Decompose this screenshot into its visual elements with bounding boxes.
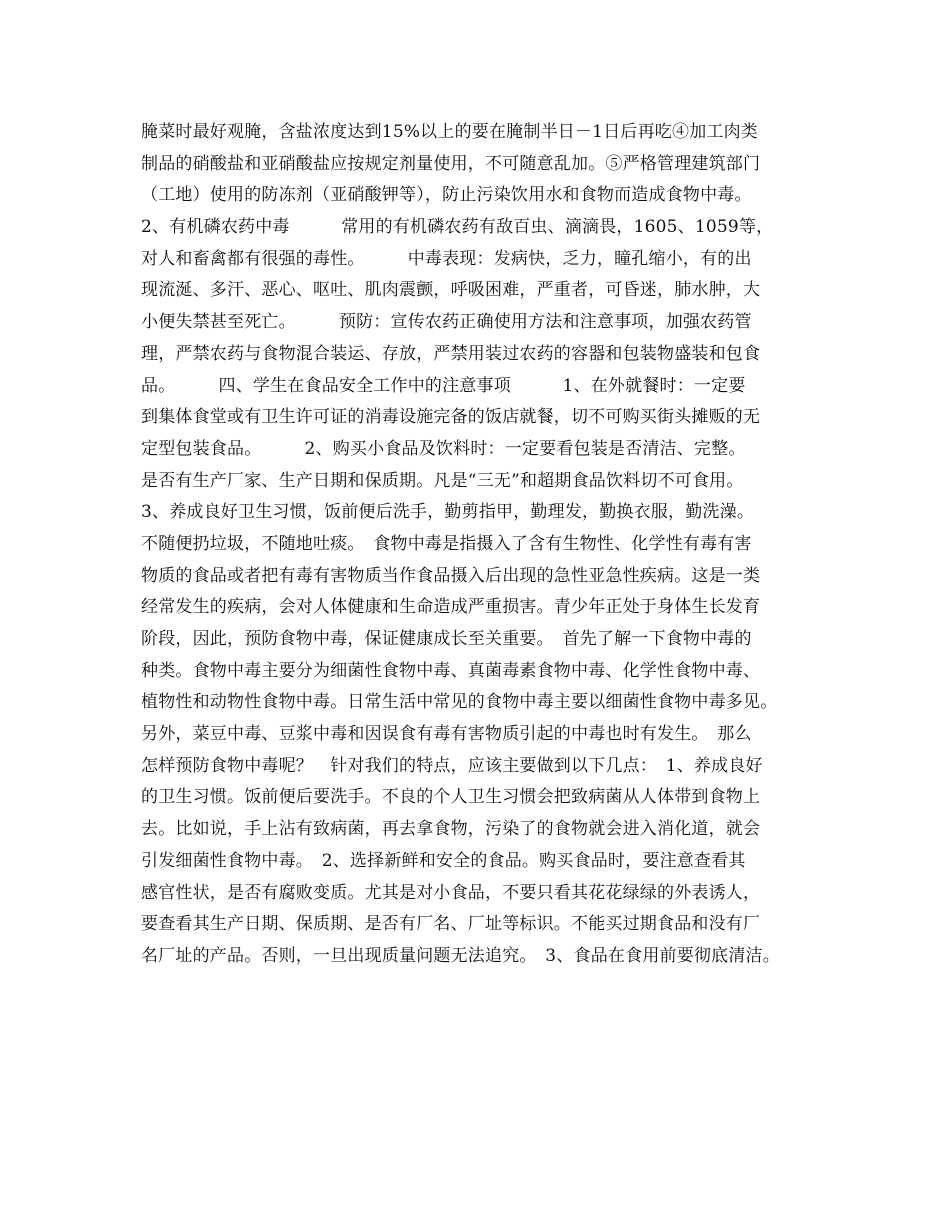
text-line: 植物性和动物性食物中毒。日常生活中常见的食物中毒主要以细菌性食物中毒多见。 (141, 692, 778, 713)
text-line: 去。比如说，手上沾有致病菌，再去拿食物，污染了的食物就会进入消化道，就会 (141, 819, 761, 840)
text-line: 种类。食物中毒主要分为细菌性食物中毒、真菌毒素食物中毒、化学性食物中毒、 (141, 660, 761, 681)
text-line: 另外，菜豆中毒、豆浆中毒和因误食有毒有害物质引起的中毒也时有发生。 那么 (141, 724, 752, 745)
text-line: 引发细菌性食物中毒。 2、选择新鲜和安全的食品。购买食品时，要注意查看其 (141, 850, 746, 871)
text-line: 3、养成良好卫生习惯，饭前便后洗手，勤剪指甲，勤理发，勤换衣服，勤洗澡。 (141, 502, 755, 523)
text-line: 小便失禁甚至死亡。 预防：宣传农药正确使用方法和注意事项，加强农药管 (141, 312, 752, 333)
text-line: 2、有机磷农药中毒 常用的有机磷农药有敌百虫、滴滴畏，1605、1059等， (141, 217, 774, 238)
text-line: 制品的硝酸盐和亚硝酸盐应按规定剂量使用，不可随意乱加。⑤严格管理建筑部门 (141, 153, 761, 174)
text-line: 的卫生习惯。饭前便后要洗手。不良的个人卫生习惯会把致病菌从人体带到食物上 (141, 787, 761, 808)
text-line: 现流涎、多汗、恶心、呕吐、肌肉震颤，呼吸困难，严重者，可昏迷，肺水肿，大 (141, 280, 761, 301)
text-line: （工地）使用的防冻剂（亚硝酸钾等），防止污染饮用水和食物而造成食物中毒。 (141, 185, 752, 206)
text-line: 腌菜时最好观腌，含盐浓度达到15%以上的要在腌制半日－1日后再吃④加工肉类 (141, 122, 758, 142)
text-line: 对人和畜禽都有很强的毒性。 中毒表现：发病快，乏力，瞳孔缩小，有的出 (141, 248, 752, 269)
text-line: 不随便扔垃圾，不随地吐痰。 食物中毒是指摄入了含有生物性、化学性有毒有害 (141, 533, 752, 554)
text-line: 经常发生的疾病，会对人体健康和生命造成严重损害。青少年正处于身体生长发育 (141, 597, 761, 618)
text-line: 阶段，因此，预防食物中毒，保证健康成长至关重要。 首先了解一下食物中毒的 (141, 629, 752, 649)
text-line: 怎样预防食物中毒呢？ 针对我们的特点，应该主要做到以下几点： 1、养成良好 (141, 755, 763, 776)
text-line: 定型包装食品。 2、购买小食品及饮料时：一定要看包装是否清洁、完整。 (141, 438, 746, 459)
text-line: 是否有生产厂家、生产日期和保质期。凡是“三无”和超期食品饮料切不可食用。 (141, 470, 744, 491)
text-line: 名厂址的产品。否则，一旦出现质量问题无法追究。 3、食品在食用前要彻底清洁。 (141, 945, 780, 966)
text-line: 物质的食品或者把有毒有害物质当作食品摄入后出现的急性亚急性疾病。这是一类 (141, 565, 761, 586)
text-line: 到集体食堂或有卫生许可证的消毒设施完备的饭店就餐，切不可购买街头摊贩的无 (141, 407, 761, 428)
body-text (141, 117, 831, 973)
text-line: 理，严禁农药与食物混合装运、存放，严禁用装过农药的容器和包装物盛装和包食 (141, 343, 761, 364)
text-line: 感官性状，是否有腐败变质。尤其是对小食品，不要只看其花花绿绿的外表诱人， (141, 882, 761, 903)
text-line: 要查看其生产日期、保质期、是否有厂名、厂址等标识。不能买过期食品和没有厂 (141, 914, 761, 935)
text-line: 品。 四、学生在食品安全工作中的注意事项 1、在外就餐时：一定要 (141, 375, 746, 396)
